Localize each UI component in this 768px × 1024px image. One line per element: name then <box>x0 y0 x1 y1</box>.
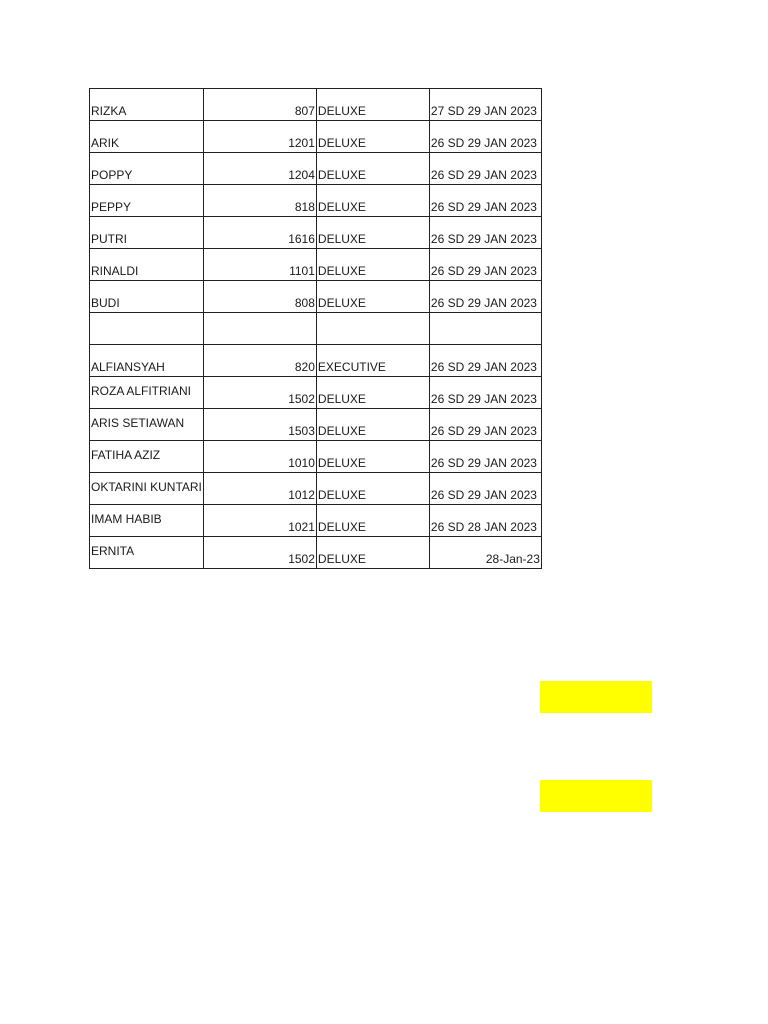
guest-name-cell[interactable]: ALFIANSYAH <box>90 345 204 377</box>
stay-dates-cell[interactable]: 26 SD 29 JAN 2023 <box>429 121 541 153</box>
guest-name-cell[interactable]: ROZA ALFITRIANI <box>90 377 204 409</box>
guest-name-cell[interactable]: PEPPY <box>90 185 204 217</box>
guest-name-cell[interactable] <box>90 313 204 345</box>
room-type-cell[interactable]: DELUXE <box>316 185 429 217</box>
room-type-cell[interactable]: DELUXE <box>316 537 429 569</box>
table-row <box>90 217 542 249</box>
guest-name-cell[interactable]: POPPY <box>90 153 204 185</box>
table-row <box>90 281 542 313</box>
stay-dates-cell[interactable]: 28-Jan-23 <box>429 537 541 569</box>
guest-name-cell[interactable]: PUTRI <box>90 217 204 249</box>
table-row <box>90 185 542 217</box>
guest-name-cell[interactable]: RINALDI <box>90 249 204 281</box>
table-row <box>90 505 542 537</box>
highlighted-cell[interactable] <box>540 780 652 812</box>
stay-dates-cell[interactable]: 26 SD 29 JAN 2023 <box>429 217 541 249</box>
room-type-cell[interactable]: DELUXE <box>316 89 429 121</box>
stay-dates-cell[interactable]: 26 SD 29 JAN 2023 <box>429 409 541 441</box>
guest-name-cell[interactable]: ERNITA <box>90 537 204 569</box>
table-row <box>90 153 542 185</box>
table-row <box>90 249 542 281</box>
stay-dates-cell[interactable]: 26 SD 29 JAN 2023 <box>429 185 541 217</box>
room-number-cell[interactable]: 1502 <box>203 537 316 569</box>
stay-dates-cell[interactable]: 26 SD 29 JAN 2023 <box>429 473 541 505</box>
stay-dates-cell[interactable]: 26 SD 29 JAN 2023 <box>429 345 541 377</box>
stay-dates-cell[interactable]: 26 SD 29 JAN 2023 <box>429 249 541 281</box>
room-type-cell[interactable]: DELUXE <box>316 377 429 409</box>
stay-dates-cell[interactable]: 26 SD 29 JAN 2023 <box>429 281 541 313</box>
room-type-cell[interactable]: DELUXE <box>316 409 429 441</box>
table-row <box>90 473 542 505</box>
stay-dates-cell[interactable]: 26 SD 29 JAN 2023 <box>429 441 541 473</box>
room-number-cell[interactable]: 1012 <box>203 473 316 505</box>
room-number-cell[interactable]: 1010 <box>203 441 316 473</box>
room-number-cell[interactable]: 1021 <box>203 505 316 537</box>
stay-dates-cell[interactable]: 26 SD 28 JAN 2023 <box>429 505 541 537</box>
room-type-cell[interactable] <box>316 313 429 345</box>
table-row <box>90 537 542 569</box>
guest-name-cell[interactable]: ARIK <box>90 121 204 153</box>
room-number-cell[interactable]: 808 <box>203 281 316 313</box>
room-type-cell[interactable]: DELUXE <box>316 281 429 313</box>
room-type-cell[interactable]: DELUXE <box>316 121 429 153</box>
guest-name-cell[interactable]: RIZKA <box>90 89 204 121</box>
room-type-cell[interactable]: DELUXE <box>316 473 429 505</box>
empty-table-row <box>90 313 542 345</box>
guest-name-cell[interactable]: FATIHA AZIZ <box>90 441 204 473</box>
room-type-cell[interactable]: DELUXE <box>316 441 429 473</box>
guest-room-table <box>89 88 542 569</box>
room-number-cell[interactable]: 1101 <box>203 249 316 281</box>
room-type-cell[interactable]: DELUXE <box>316 249 429 281</box>
room-number-cell[interactable]: 1204 <box>203 153 316 185</box>
table-row <box>90 345 542 377</box>
guest-name-cell[interactable]: BUDI <box>90 281 204 313</box>
room-number-cell[interactable]: 1616 <box>203 217 316 249</box>
room-number-cell[interactable]: 1502 <box>203 377 316 409</box>
room-type-cell[interactable]: DELUXE <box>316 217 429 249</box>
room-type-cell[interactable]: EXECUTIVE <box>316 345 429 377</box>
stay-dates-cell[interactable]: 26 SD 29 JAN 2023 <box>429 153 541 185</box>
highlighted-cell[interactable] <box>540 681 652 713</box>
room-number-cell[interactable]: 820 <box>203 345 316 377</box>
room-number-cell[interactable]: 807 <box>203 89 316 121</box>
table-row <box>90 409 542 441</box>
guest-name-cell[interactable]: ARIS SETIAWAN <box>90 409 204 441</box>
table-row <box>90 441 542 473</box>
room-type-cell[interactable]: DELUXE <box>316 505 429 537</box>
room-number-cell[interactable] <box>203 313 316 345</box>
guest-name-cell[interactable]: IMAM HABIB <box>90 505 204 537</box>
table-row <box>90 121 542 153</box>
room-number-cell[interactable]: 1503 <box>203 409 316 441</box>
room-number-cell[interactable]: 1201 <box>203 121 316 153</box>
stay-dates-cell[interactable]: 27 SD 29 JAN 2023 <box>429 89 541 121</box>
room-type-cell[interactable]: DELUXE <box>316 153 429 185</box>
room-number-cell[interactable]: 818 <box>203 185 316 217</box>
stay-dates-cell[interactable]: 26 SD 29 JAN 2023 <box>429 377 541 409</box>
table-row <box>90 377 542 409</box>
stay-dates-cell[interactable] <box>429 313 541 345</box>
table-row <box>90 89 542 121</box>
guest-name-cell[interactable]: OKTARINI KUNTARI <box>90 473 204 505</box>
